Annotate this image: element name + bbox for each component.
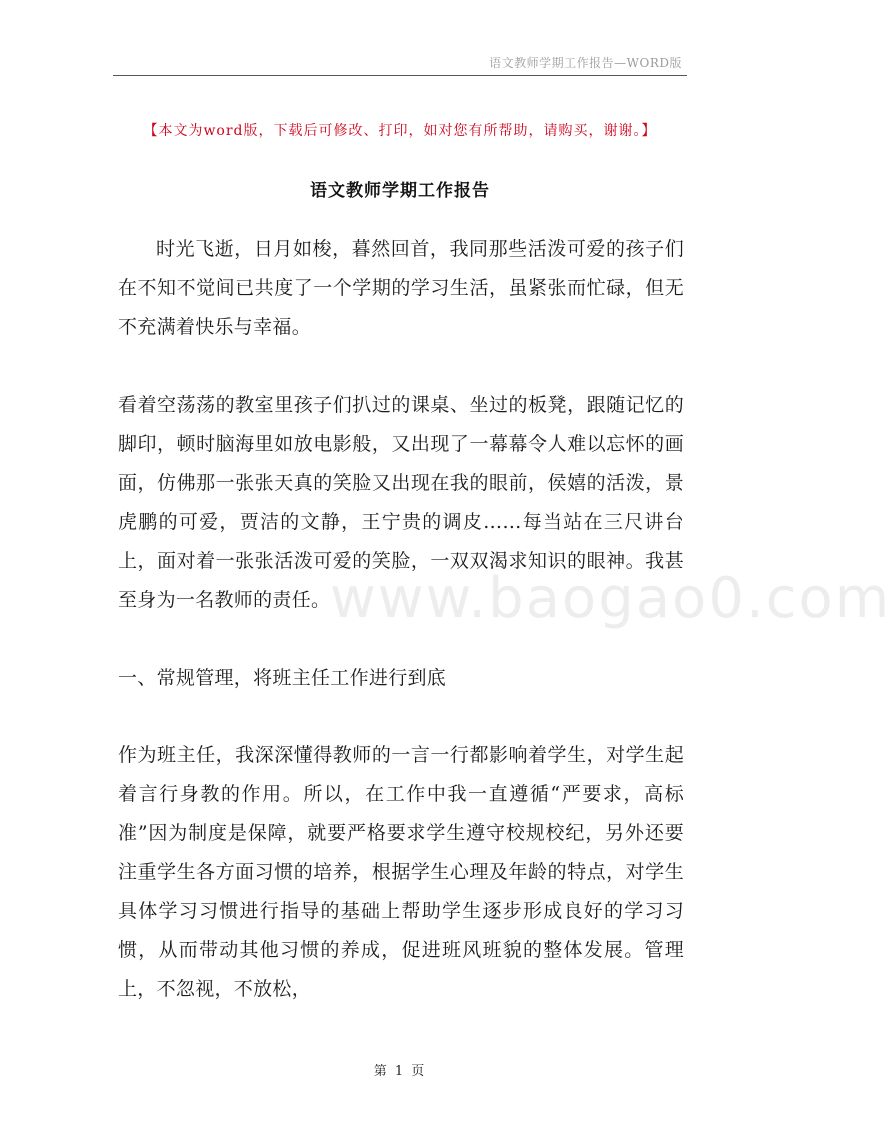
- download-notice: 【本文为word版，下载后可修改、打印，如对您有所帮助，请购买，谢谢。】: [143, 123, 657, 139]
- running-header: 语文教师学期工作报告—WORD版: [489, 56, 682, 70]
- paragraph-class-management: 作为班主任，我深深懂得教师的一言一行都影响着学生，对学生起着言行身教的作用。所以，在工作中我一直遵循“严要求，高标准”因为制度是保障，就要严格要求学生遵守校规校纪，另外还要注重学生各方面习惯的培养，根据学生心理及年龄的特点，对学生具体学习习惯进行指导的基础上帮助学生逐步形成良好的学习习惯，从而带动其他习惯的养成，促进班风班貌的整体发展。管理上，不忽视，不放松，: [118, 744, 684, 1000]
- document-body: [118, 230, 684, 1009]
- watermark-text: www.baogao0.com: [330, 566, 891, 631]
- header-divider: [113, 75, 687, 76]
- page-number: 第 1 页: [373, 1064, 427, 1079]
- paragraph-intro: 时光飞逝，日月如梭，暮然回首，我同那些活泼可爱的孩子们在不知不觉间已共度了一个学期的学习生活，虽紧张而忙碌，但无不充满着快乐与幸福。: [118, 238, 684, 338]
- paragraph-memories: 看着空荡荡的教室里孩子们扒过的课桌、坐过的板凳，跟随记忆的脚印，顿时脑海里如放电影般，又出现了一幕幕令人难以忘怀的画面，仿佛那一张张天真的笑脸又出现在我的眼前，侯嬉的活泼，景虎鹏的可爱，贾洁的文静，王宁贵的调皮……每当站在三尺讲台上，面对着一张张活泼可爱的笑脸，一双双渴求知识的眼神。我甚至身为一名教师的责任。: [118, 394, 684, 611]
- document-title: 语文教师学期工作报告: [310, 181, 490, 201]
- section-heading-1: 一、常规管理，将班主任工作进行到底: [118, 667, 447, 689]
